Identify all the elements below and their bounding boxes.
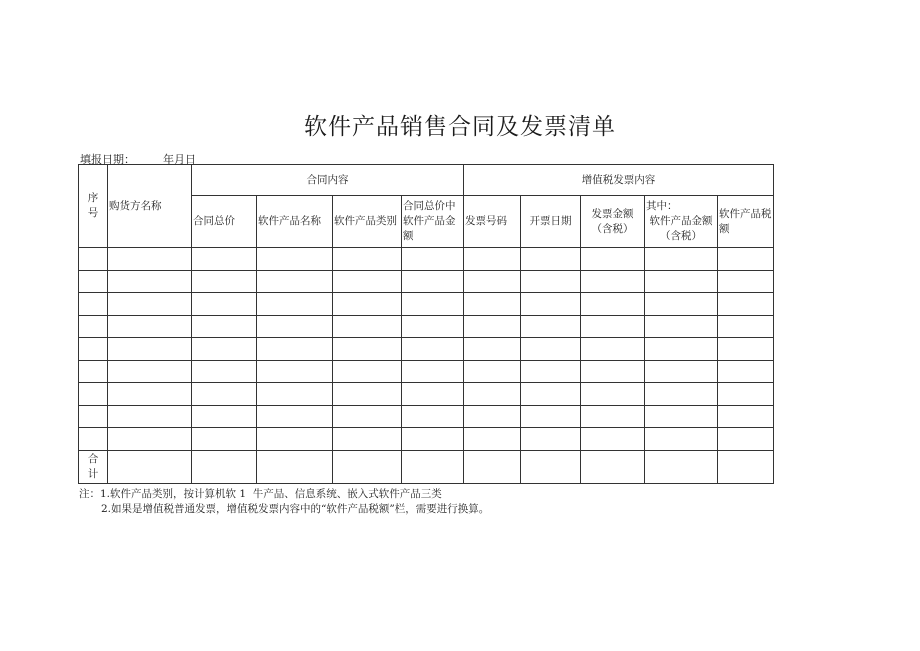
table-row — [79, 248, 774, 271]
total-cell[interactable] — [521, 450, 581, 483]
table-cell[interactable] — [521, 338, 581, 361]
table-cell[interactable] — [333, 248, 402, 271]
table-cell[interactable] — [79, 405, 108, 428]
table-cell[interactable] — [257, 360, 333, 383]
table-cell[interactable] — [521, 315, 581, 338]
table-cell[interactable] — [718, 360, 774, 383]
total-cell[interactable] — [257, 450, 333, 483]
table-cell[interactable] — [257, 293, 333, 316]
table-cell[interactable] — [521, 383, 581, 406]
table-cell[interactable] — [581, 338, 645, 361]
table-cell[interactable] — [108, 293, 192, 316]
table-cell[interactable] — [521, 270, 581, 293]
table-cell[interactable] — [192, 293, 257, 316]
table-row — [79, 315, 774, 338]
table-cell[interactable] — [581, 360, 645, 383]
table-cell[interactable] — [402, 405, 464, 428]
table-cell[interactable] — [645, 338, 718, 361]
table-cell[interactable] — [581, 405, 645, 428]
table-cell[interactable] — [192, 383, 257, 406]
table-cell[interactable] — [581, 428, 645, 451]
header-contract-total: 合同总价 — [192, 196, 257, 248]
table-cell[interactable] — [464, 383, 521, 406]
header-software-name: 软件产品名称 — [257, 196, 333, 248]
table-cell[interactable] — [333, 428, 402, 451]
table-cell[interactable] — [333, 270, 402, 293]
total-cell[interactable] — [192, 450, 257, 483]
note-line-2: 2.如果是增值税普通发票，增值税发票内容中的“软件产品税额”栏，需要进行换算。 — [101, 503, 490, 515]
total-cell[interactable] — [645, 450, 718, 483]
table-cell[interactable] — [108, 315, 192, 338]
table-cell[interactable] — [192, 405, 257, 428]
table-cell[interactable] — [645, 360, 718, 383]
header-invoice-amount: 发票金额 （含税） — [581, 196, 645, 248]
table-cell[interactable] — [333, 293, 402, 316]
table-cell[interactable] — [402, 315, 464, 338]
table-cell[interactable] — [108, 270, 192, 293]
table-body — [79, 248, 774, 451]
table-cell[interactable] — [581, 293, 645, 316]
table-cell[interactable] — [108, 428, 192, 451]
table-cell[interactable] — [402, 428, 464, 451]
table-cell[interactable] — [79, 248, 108, 271]
table-cell[interactable] — [257, 248, 333, 271]
total-cell[interactable] — [464, 450, 521, 483]
fill-date-label: 填报日期： — [80, 153, 135, 166]
table-cell[interactable] — [402, 248, 464, 271]
table-cell[interactable] — [581, 315, 645, 338]
header-invoice-number: 发票号码 — [464, 196, 521, 248]
table-cell[interactable] — [402, 360, 464, 383]
header-software-amount-incl-tax: 其中： 软件产品金额 （含税） — [645, 196, 718, 248]
table-cell[interactable] — [108, 360, 192, 383]
table-cell[interactable] — [718, 315, 774, 338]
table-cell[interactable] — [257, 338, 333, 361]
table-cell[interactable] — [257, 405, 333, 428]
table-cell[interactable] — [333, 383, 402, 406]
header-group-vat: 增值税发票内容 — [464, 165, 774, 196]
total-cell[interactable] — [718, 450, 774, 483]
table-cell[interactable] — [464, 248, 521, 271]
table-cell[interactable] — [718, 248, 774, 271]
table-cell[interactable] — [192, 270, 257, 293]
table-cell[interactable] — [464, 315, 521, 338]
table-cell[interactable] — [645, 315, 718, 338]
table-cell[interactable] — [402, 383, 464, 406]
header-buyer: 购货方名称 — [108, 165, 192, 248]
table-cell[interactable] — [645, 270, 718, 293]
table-cell[interactable] — [581, 383, 645, 406]
table-cell[interactable] — [718, 270, 774, 293]
header-software-category: 软件产品类别 — [333, 196, 402, 248]
table-cell[interactable] — [108, 338, 192, 361]
table-cell[interactable] — [402, 293, 464, 316]
table-cell[interactable] — [192, 428, 257, 451]
table-cell[interactable] — [464, 338, 521, 361]
header-invoice-date: 开票日期 — [521, 196, 581, 248]
note-line-1 — [79, 486, 442, 501]
table-cell[interactable] — [79, 338, 108, 361]
table-cell[interactable] — [718, 293, 774, 316]
invoice-list-table — [78, 164, 774, 484]
table-cell[interactable] — [192, 360, 257, 383]
table-cell[interactable] — [464, 405, 521, 428]
table-row — [79, 338, 774, 361]
table-cell[interactable] — [192, 248, 257, 271]
table-cell[interactable] — [645, 248, 718, 271]
table-row — [79, 360, 774, 383]
table-cell[interactable] — [521, 360, 581, 383]
header-group-contract: 合同内容 — [192, 165, 464, 196]
table-cell[interactable] — [257, 315, 333, 338]
table-cell[interactable] — [464, 428, 521, 451]
total-row — [79, 450, 774, 483]
total-cell[interactable] — [402, 450, 464, 483]
total-cell[interactable] — [581, 450, 645, 483]
table-cell[interactable] — [79, 360, 108, 383]
table-cell[interactable] — [718, 405, 774, 428]
table-cell[interactable] — [581, 270, 645, 293]
table-cell[interactable] — [521, 428, 581, 451]
table-cell[interactable] — [718, 428, 774, 451]
table-cell[interactable] — [645, 405, 718, 428]
table-cell[interactable] — [108, 383, 192, 406]
table-cell[interactable] — [645, 428, 718, 451]
table-cell[interactable] — [108, 248, 192, 271]
table-cell[interactable] — [464, 293, 521, 316]
table-cell[interactable] — [464, 270, 521, 293]
total-label: 合 计 — [79, 450, 108, 483]
note-line-1-suffix: 牛产品、信息系统、嵌入式软件产品三类 — [252, 488, 442, 500]
table-cell[interactable] — [333, 338, 402, 361]
table-cell[interactable] — [192, 338, 257, 361]
table-cell[interactable] — [192, 315, 257, 338]
table-cell[interactable] — [108, 405, 192, 428]
table-cell[interactable] — [257, 383, 333, 406]
table-cell[interactable] — [79, 383, 108, 406]
table-cell[interactable] — [333, 315, 402, 338]
table-row — [79, 293, 774, 316]
table-cell[interactable] — [718, 383, 774, 406]
table-cell[interactable] — [257, 270, 333, 293]
table-cell[interactable] — [79, 428, 108, 451]
table-cell[interactable] — [521, 293, 581, 316]
table-cell[interactable] — [333, 405, 402, 428]
table-cell[interactable] — [521, 405, 581, 428]
table-row — [79, 383, 774, 406]
table-cell[interactable] — [645, 293, 718, 316]
total-cell[interactable] — [108, 450, 192, 483]
table-cell[interactable] — [718, 338, 774, 361]
table-cell[interactable] — [464, 360, 521, 383]
header-software-amount: 合同总价中 软件产品金 额 — [402, 196, 464, 248]
table-cell[interactable] — [333, 360, 402, 383]
document-title: 软件产品销售合同及发票清单 — [304, 114, 616, 140]
table-cell[interactable] — [257, 428, 333, 451]
table-cell[interactable] — [79, 270, 108, 293]
fill-date-value: 年月日 — [162, 153, 196, 166]
table-cell[interactable] — [402, 270, 464, 293]
header-software-tax: 软件产品税 额 — [718, 196, 774, 248]
table-row — [79, 270, 774, 293]
table-cell[interactable] — [79, 315, 108, 338]
table-cell[interactable] — [521, 248, 581, 271]
table-cell[interactable] — [645, 383, 718, 406]
total-cell[interactable] — [333, 450, 402, 483]
table-cell[interactable] — [402, 338, 464, 361]
table-cell[interactable] — [79, 293, 108, 316]
table-cell[interactable] — [581, 248, 645, 271]
header-seq: 序 号 — [79, 165, 108, 248]
table-row — [79, 405, 774, 428]
table-row — [79, 428, 774, 451]
note-line-1-prefix: 注：1.软件产品类别，按计算机软 1 — [79, 488, 247, 500]
